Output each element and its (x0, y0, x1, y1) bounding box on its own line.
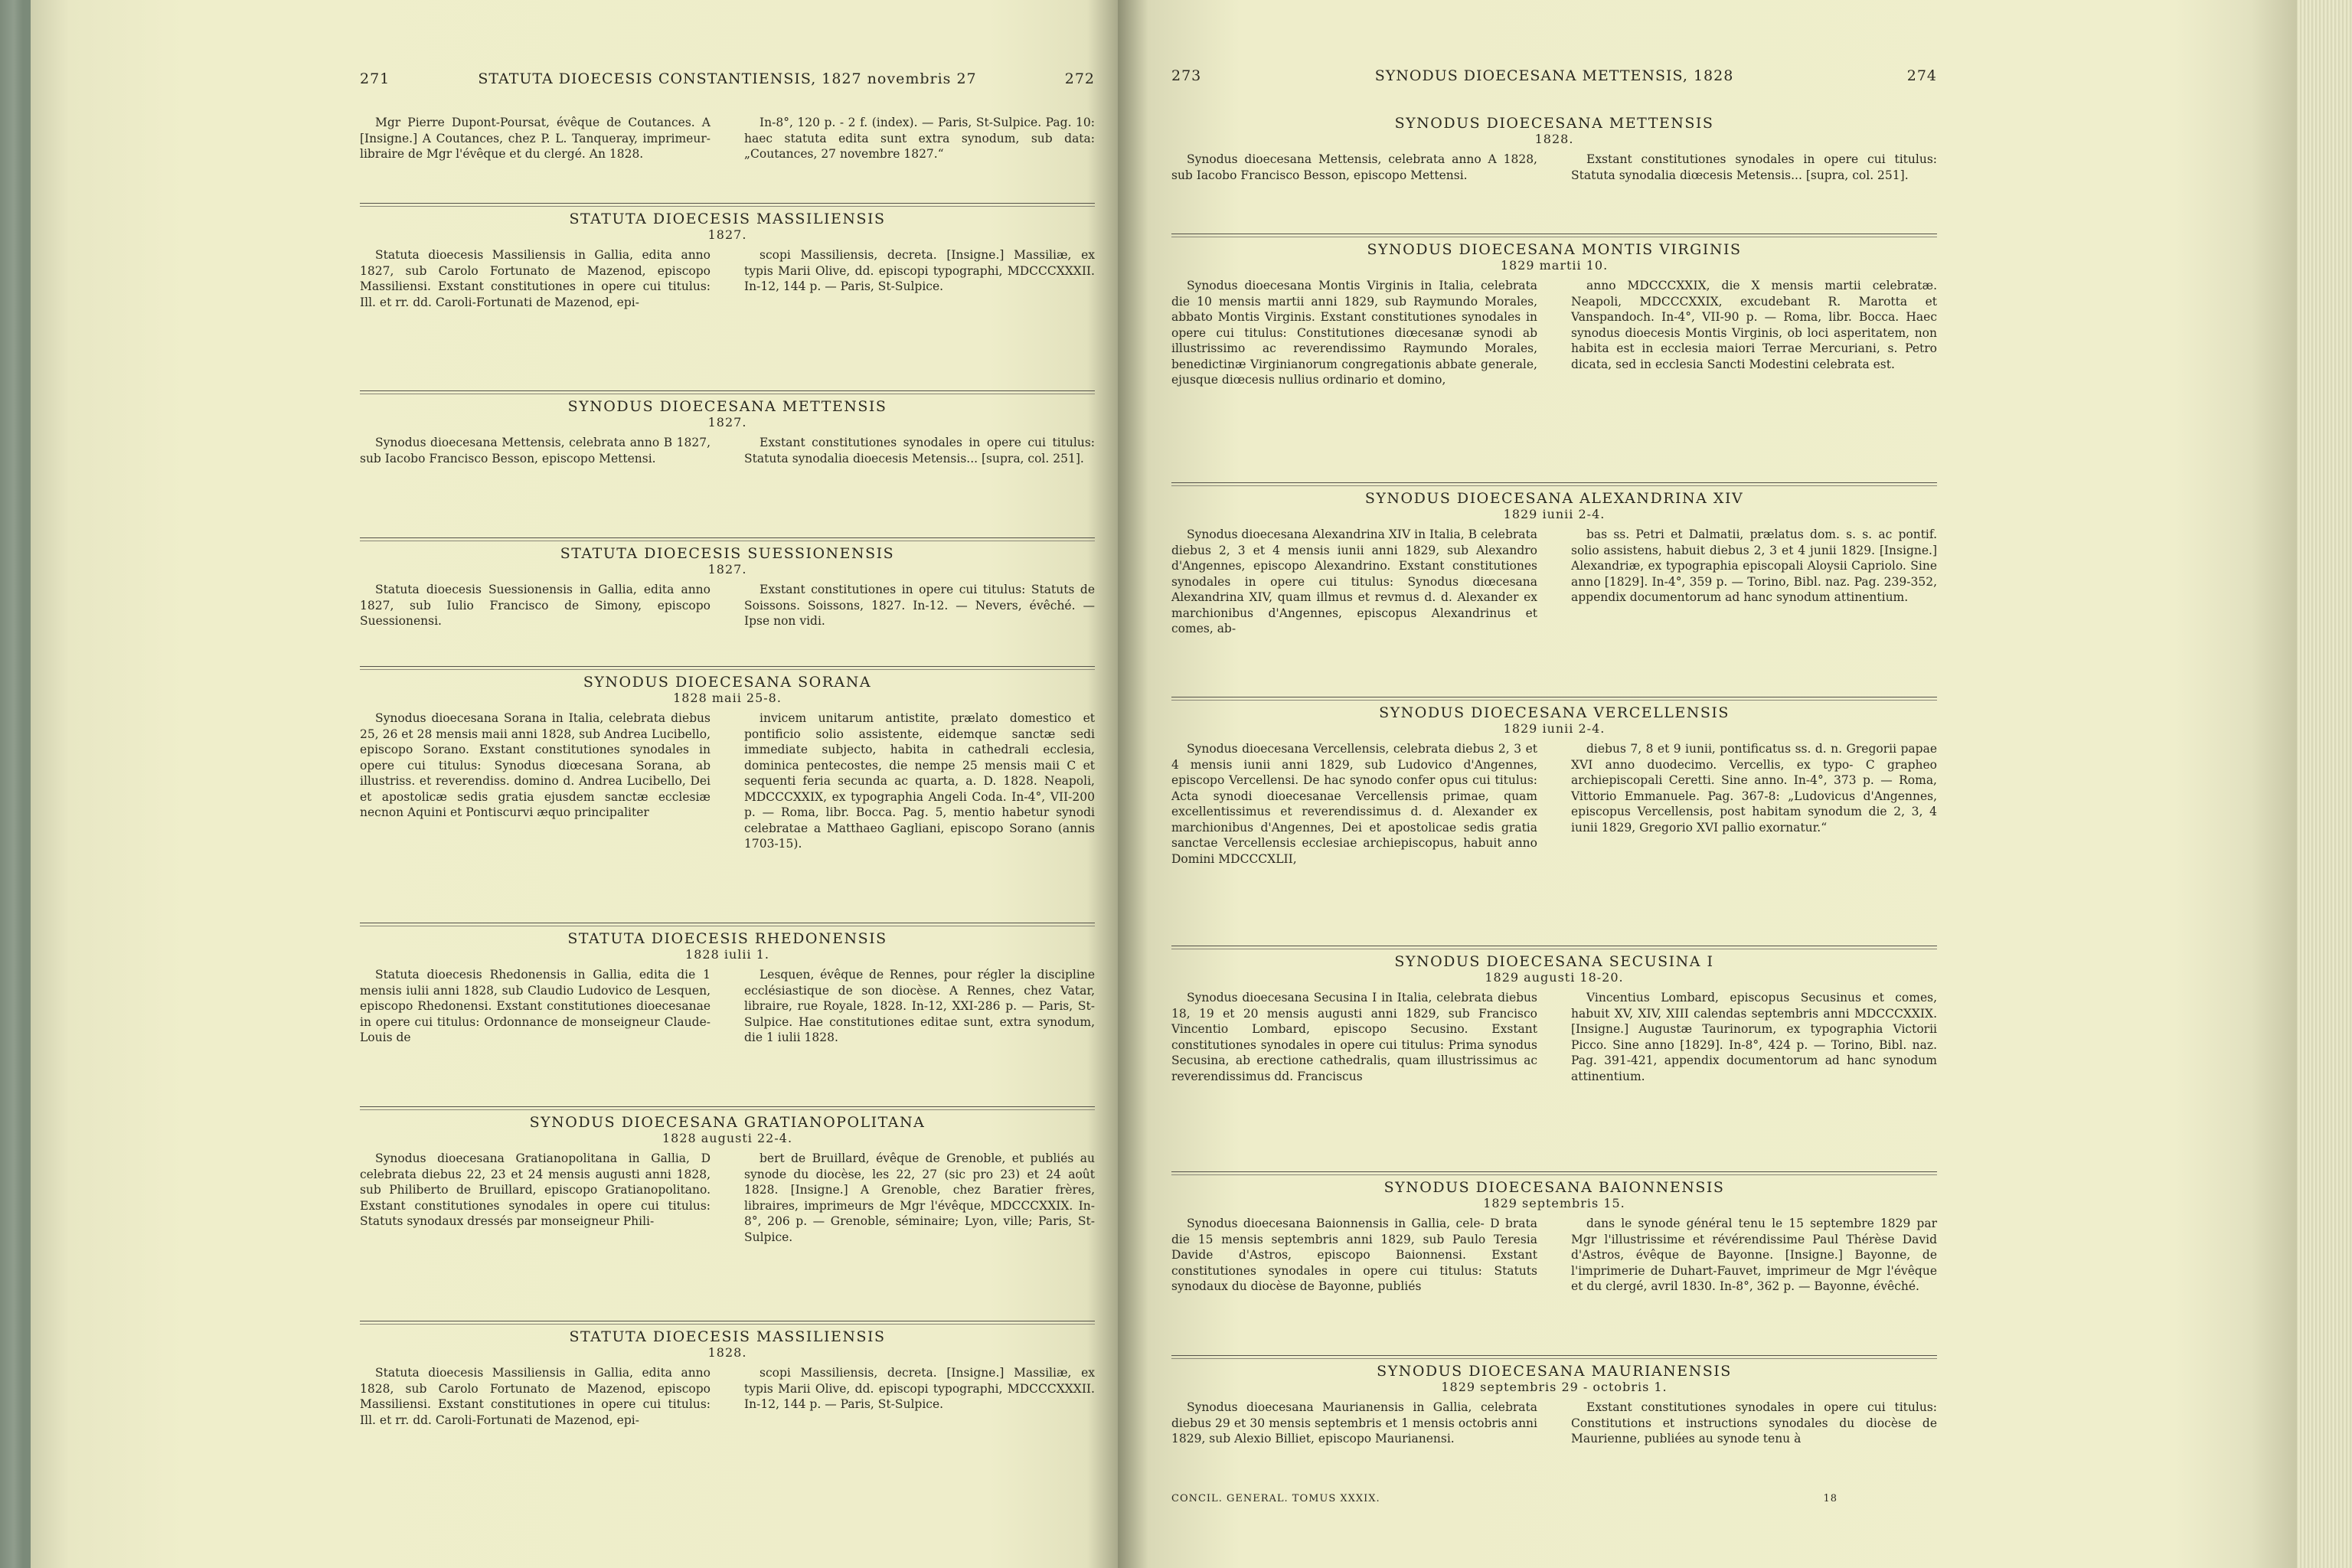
entry-title: SYNODUS DIOECESANA ALEXANDRINA XIV (1364, 490, 1744, 507)
entry-date: 1829 septembris 15. (1483, 1196, 1625, 1210)
footer-title: CONCIL. GENERAL. TOMUS XXXIX. (1171, 1493, 1380, 1504)
entry-title: STATUTA DIOECESIS SUESSIONENSIS (560, 545, 895, 562)
entry-title: SYNODUS DIOECESANA BAIONNENSIS (1383, 1179, 1725, 1196)
left-page-text (360, 0, 1095, 1568)
right-page (1118, 0, 2297, 1568)
entry (360, 674, 1095, 852)
entry (360, 1328, 1095, 1428)
entry-text-left: Synodus dioecesana Secusina I in Italia, celebrata diebus 18, 19 et 20 mensis augusti anni 1829, sub Francisco Vincentio Lombard, episcopo Secusino. Exstant constitutiones synodales in opere cui titulus: Prima synodus Secusina, ab erectione cathedralis, quam illustrissimus ac reverendissimus dd. Franciscus (1171, 991, 1537, 1083)
entry-text-right: bert de Bruillard, évêque de Grenoble, et publiés au synode du diocèse, les 22, 27 (sic pro 23) et 24 août 1828. [Insigne.] A Grenoble, chez Baratier frères, libraires, imprimeurs de Mgr l'évêque, MDCCCXXIX. In-8°, 206 p. — Grenoble, séminaire; Lyon, ville; Paris, St-Sulpice. (744, 1152, 1095, 1244)
entry (1171, 241, 1937, 388)
entry-text-right: In-8°, 120 p. - 2 f. (index). — Paris, St-Sulpice. Pag. 10: haec statuta edita sunt extra synodum, sub data: „Coutances, 27 novembre 1827.“ (744, 116, 1095, 161)
entry-date: 1829 martii 10. (1500, 258, 1609, 273)
entry-date: 1828 augusti 22-4. (662, 1131, 793, 1145)
entry-text-left: Statuta dioecesis Massiliensis in Gallia, edita anno 1828, sub Carolo Fortunato de Mazenod, episcopo Massiliensi. Exstant constitutiones in opere cui titulus: Ill. et rr. dd. Caroli-Fortunati de Mazenod, epi- (360, 1366, 710, 1427)
entry-text-right: anno MDCCCXXIX, die X mensis martii celebratæ. Neapoli, MDCCCXXIX, excudebant R. Marotta et Vanspandoch. In-4°, VII-90 p. — Roma, libr. Bocca. Haec synodus dioecesis Montis Virginis, ob loci asperitatem, non habita est in ecclesia maiori Terrae Mercuriani, s. Petro dicata, sed in ecclesia Sancti Modestini celebrata est. (1571, 279, 1937, 371)
page-number: 273 (1171, 67, 1202, 84)
entry-title: SYNODUS DIOECESANA METTENSIS (1394, 115, 1714, 132)
entry-date: 1829 septembris 29 - octobris 1. (1441, 1380, 1668, 1394)
entry-title: SYNODUS DIOECESANA GRATIANOPOLITANA (529, 1114, 926, 1131)
section-rule (360, 666, 1095, 667)
left-page (31, 0, 1118, 1568)
entry-text-right: dans le synode général tenu le 15 septembre 1829 par Mgr l'illustrissime et révérendissime Paul Thérèse David d'Astros, évêque de Bayonne. [Insigne.] Bayonne, de l'imprimerie de Duhart-Fauvet, imprimeur de Mgr l'évêque et du clergé, avril 1830. In-8°, 362 p. — Bayonne, évêché. (1571, 1217, 1937, 1293)
entry-text-right: Exstant constitutiones synodales in opere cui titulus: Statuta synodalia dioecesis Metensis... [supra, col. 251]. (744, 436, 1095, 466)
entry-date: 1828 iulii 1. (685, 947, 769, 962)
entry-date: 1829 iunii 2-4. (1503, 721, 1606, 736)
section-rule (1171, 1355, 1937, 1356)
page-footer (1171, 1493, 1937, 1504)
entry (1171, 115, 1937, 183)
entry-date: 1829 iunii 2-4. (1503, 507, 1606, 521)
entry-title: SYNODUS DIOECESANA VERCELLENSIS (1379, 704, 1730, 721)
running-title: SYNODUS DIOECESANA METTENSIS, 1828 (1374, 67, 1734, 84)
entry (360, 115, 1095, 162)
running-head (1171, 67, 1937, 92)
entry-text-right: Vincentius Lombard, episcopus Secusinus et comes, habuit XV, XIV, XIII calendas septembris anni MDCCCXXIX. [Insigne.] Augustæ Taurinorum, ex typographia Victorii Picco. Sine anno [1829]. In-8°, 424 p. — Torino, Bibl. naz. Pag. 391-421, appendix documentorum ad hanc synodum attinentium. (1571, 991, 1937, 1083)
entry-title: STATUTA DIOECESIS MASSILIENSIS (569, 1328, 886, 1345)
entry-text-left: Synodus dioecesana Vercellensis, celebrata diebus 2, 3 et 4 mensis iunii anni 1829, sub Ludovico d'Angennes, episcopo Vercellensi. De hac synodo confer opus cui titulus: Acta synodi dioecesanae Vercellensis primae, quam excellentissimus et reverendissimus d. d. Alexander ex marchionibus d'Angennes, Dei et apostolicae sedis gratia sanctae Vercellensis ecclesiae archiepiscopus, habuit anno Domini MDCCCXLII, (1171, 742, 1537, 866)
entry (360, 930, 1095, 1046)
section-rule (1171, 482, 1937, 483)
section-rule (360, 537, 1095, 538)
section-rule (360, 203, 1095, 204)
running-head (360, 70, 1095, 95)
entry-date: 1827. (707, 562, 747, 577)
entry-title: STATUTA DIOECESIS RHEDONENSIS (567, 930, 887, 947)
entry-title: SYNODUS DIOECESANA METTENSIS (567, 398, 887, 415)
section-rule (360, 1106, 1095, 1107)
entry-text-right: bas ss. Petri et Dalmatii, prælatus dom. s. s. ac pontif. solio assistens, habuit diebus 2, 3 et 4 junii 1829. [Insigne.] Alexandriæ, ex typographia episcopali Aloysii Capriolo. Sine anno [1829]. In-4°, 359 p. — Torino, Bibl. naz. Pag. 239-352, appendix documentorum ad hanc synodum attinentium. (1571, 528, 1937, 604)
entry-text-left: Statuta dioecesis Rhedonensis in Gallia, edita die 1 mensis iulii anni 1828, sub Claudio Ludovico de Lesquen, episcopo Rhedonensi. Exstant constitutiones dioecesanae in opere cui titulus: Ordonnance de monseigneur Claude-Louis de (360, 968, 710, 1044)
entry (360, 1114, 1095, 1245)
entry (1171, 490, 1937, 637)
entry-date: 1827. (707, 415, 747, 430)
entry-text-left: Statuta dioecesis Massiliensis in Gallia, edita anno 1827, sub Carolo Fortunato de Mazenod, episcopo Massiliensi. Exstant constitutiones in opere cui titulus: Ill. et rr. dd. Caroli-Fortunati de Mazenod, epi- (360, 248, 710, 309)
page-number: 271 (360, 70, 390, 87)
entry-text-right: Lesquen, évêque de Rennes, pour régler la discipline ecclésiastique de son diocèse. A Rennes, chez Vatar, libraire, rue Royale, 1828. In-12, XXI-286 p. — Paris, St-Sulpice. Hae constitutiones editae sunt, extra synodum, die 1 iulii 1828. (744, 968, 1095, 1044)
entry-text-right: scopi Massiliensis, decreta. [Insigne.] Massiliæ, ex typis Marii Olive, dd. episcopi typographi, MDCCCXXXII. In-12, 144 p. — Paris, St-Sulpice. (744, 1366, 1095, 1411)
entry-text-left: Synodus dioecesana Alexandrina XIV in Italia, B celebrata diebus 2, 3 et 4 mensis iunii anni 1829, sub Alexandro d'Angennes, episcopo Alexandrino. Exstant constitutiones synodales in opere cui titulus: Synodus diœcesana Alexandrina XIV, quam illmus et revmus d. d. Alexander ex marchionibus d'Angennes, episcopus Alexandrinus et comes, ab- (1171, 528, 1537, 635)
entry-text-right: Exstant constitutiones synodales in opere cui titulus: Statuta synodalia diœcesis Metensis... [supra, col. 251]. (1571, 152, 1937, 182)
entry-date: 1827. (707, 227, 747, 242)
running-title: STATUTA DIOECESIS CONSTANTIENSIS, 1827 novembris 27 (478, 70, 977, 87)
entry-date: 1828 maii 25-8. (673, 691, 782, 705)
entry-text-left: Synodus dioecesana Baionnensis in Gallia, cele- D brata die 15 mensis septembris anni 1829, sub Paulo Teresia Davide d'Astros, episcopo Baionnensi. Exstant constitutiones synodales in opere cui titulus: Statuts synodaux du diocèse de Bayonne, publiés (1171, 1217, 1537, 1293)
entry (360, 398, 1095, 466)
signature-mark: 18 (1823, 1493, 1838, 1504)
entry (1171, 953, 1937, 1084)
entry-text-right: Exstant constitutiones in opere cui titulus: Statuts de Soissons. Soissons, 1827. In-12. — Nevers, évêché. — Ipse non vidi. (744, 583, 1095, 628)
entry-text-right: invicem unitarum antistite, prælato domestico et pontificio solio assistente, eidemque sanctæ sedi immediate subjecto, habita in cathedrali ecclesia, dominica pentecostes, die nempe 25 mensis maii C et sequenti feria secunda ac quarta, a. D. 1828. Neapoli, MDCCCXXIX, ex typographia Angeli Coda. In-4°, VII-200 p. — Roma, libr. Bocca. Pag. 5, mentio habetur synodi celebratae a Matthaeo Gagliani, episcopo Sorano (annis 1703-15). (744, 711, 1095, 851)
section-rule (1171, 1171, 1937, 1172)
entry-text-right: diebus 7, 8 et 9 iunii, pontificatus ss. d. n. Gregorii papae XVI anno duodecimo. Vercellis, ex typo- C grapheo archiepiscopali Ceretti. Sine anno. In-4°, 373 p. — Roma, Vittorio Emmanuele. Pag. 367-8: „Ludovicus d'Angennes, episcopus Vercellensis, post habitam synodum die 2, 3, 4 iunii 1829, Gregorio XVI pallio exornatur.“ (1571, 742, 1937, 835)
entry-title: SYNODUS DIOECESANA SECUSINA I (1394, 953, 1714, 970)
entry-text-right: scopi Massiliensis, decreta. [Insigne.] Massiliæ, ex typis Marii Olive, dd. episcopi typographi, MDCCCXXXII. In-12, 144 p. — Paris, St-Sulpice. (744, 248, 1095, 293)
entry-text-left: Synodus dioecesana Maurianensis in Gallia, celebrata diebus 29 et 30 mensis septembris et 1 mensis octobris anni 1829, sub Alexio Billiet, episcopo Maurianensi. (1171, 1400, 1537, 1446)
entry-date: 1828. (1534, 132, 1574, 146)
entry-text-left: Mgr Pierre Dupont-Poursat, évêque de Coutances. A [Insigne.] A Coutances, chez P. L. Tanqueray, imprimeur-libraire de Mgr l'évêque et du clergé. An 1828. (360, 116, 710, 161)
entry (360, 211, 1095, 310)
entry-text-left: Synodus dioecesana Gratianopolitana in Gallia, D celebrata diebus 22, 23 et 24 mensis augusti anni 1828, sub Philiberto de Bruillard, episcopo Gratianopolitano. Exstant constitutiones synodales in opere cui titulus: Statuts synodaux dressés par monseigneur Phili- (360, 1152, 710, 1228)
entry (1171, 1363, 1937, 1447)
entry-text-right: Exstant constitutiones synodales in opere cui titulus: Constitutions et instructions synodales du diocèse de Maurienne, publiées au synode tenu à (1571, 1400, 1937, 1446)
entry-title: SYNODUS DIOECESANA MAURIANENSIS (1377, 1363, 1732, 1380)
entry (1171, 704, 1937, 867)
entry (1171, 1179, 1937, 1295)
right-page-text (1171, 0, 1937, 1568)
entry-title: SYNODUS DIOECESANA MONTIS VIRGINIS (1367, 241, 1742, 258)
section-rule (360, 390, 1095, 391)
page-number: 272 (1064, 70, 1095, 87)
entry-text-left: Synodus dioecesana Mettensis, celebrata anno A 1828, sub Iacobo Francisco Besson, episcopo Mettensi. (1171, 152, 1537, 182)
entry-text-left: Synodus dioecesana Sorana in Italia, celebrata diebus 25, 26 et 28 mensis maii anni 1828, sub Andrea Lucibello, episcopo Sorano. Exstant constitutiones synodales in opere cui titulus: Synodus diœcesana Sorana, ab illustriss. et reverendiss. domino d. Andrea Lucibello, Dei et apostolicæ sedis gratia ejusdem sanctæ ecclesiæ necnon Aquini et Pontiscurvi æquo principaliter (360, 711, 710, 819)
entry-text-left: Synodus dioecesana Montis Virginis in Italia, celebrata die 10 mensis martii anni 1829, sub Raymundo Morales, abbato Montis Virginis. Exstant constitutiones synodales in opere cui titulus: Constitutiones diœcesanæ synodi ab illustrissimo ac reverendissimo Raymundo Morales, benedictinæ Virginianorum congregationis abbate generale, ejusque diœcesis nullius ordinario et domino, (1171, 279, 1537, 387)
entry-text-left: Statuta dioecesis Suessionensis in Gallia, edita anno 1827, sub Iulio Francisco de Simony, episcopo Suessionensi. (360, 583, 710, 628)
entry-text-left: Synodus dioecesana Mettensis, celebrata anno B 1827, sub Iacobo Francisco Besson, episcopo Mettensi. (360, 436, 710, 466)
entry (360, 545, 1095, 629)
page-number: 274 (1906, 67, 1937, 84)
entry-title: STATUTA DIOECESIS MASSILIENSIS (569, 211, 886, 227)
entry-date: 1829 augusti 18-20. (1485, 970, 1624, 985)
page-edges (2297, 0, 2352, 1568)
entry-title: SYNODUS DIOECESANA SORANA (583, 674, 872, 691)
entry-date: 1828. (707, 1345, 747, 1360)
